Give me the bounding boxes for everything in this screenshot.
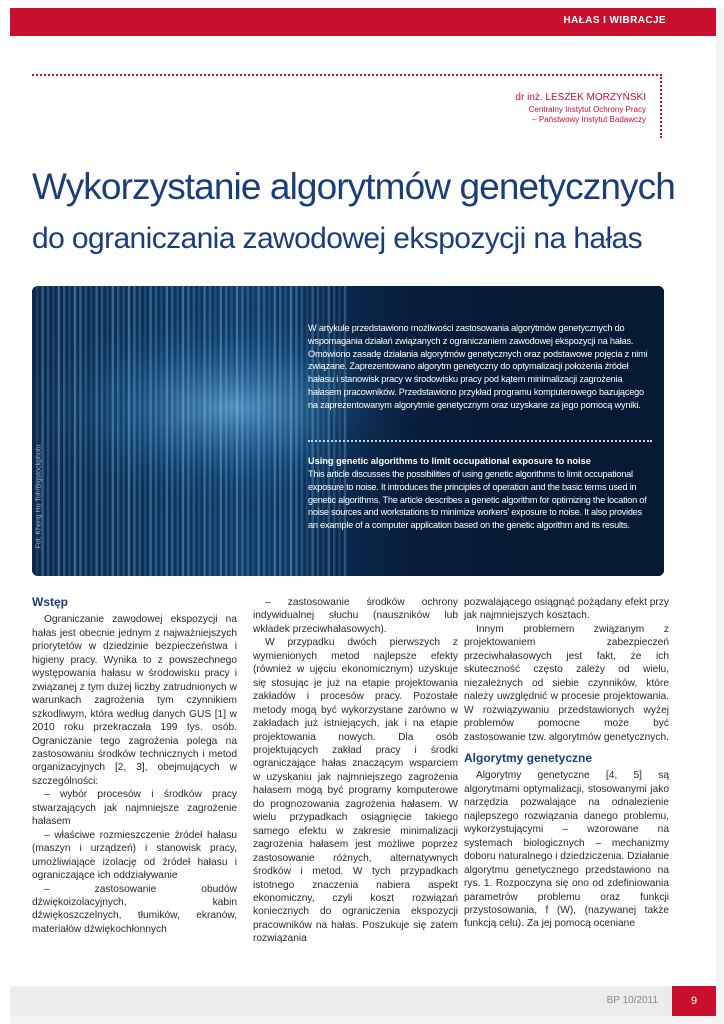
page-shadow-bottom [10,1016,724,1024]
text-column-2 [253,596,458,946]
section-heading-genetic-algorithms: Algorytmy genetyczne [464,750,593,765]
abstract-english: This article discusses the possibilities of using genetic algorithms to limit occupational exposure to noise. It introduces the principles of operation and the basic terms used in genetic algorithms. The article describes a genetic algorithm for optimizing the location of noise sources and workstations to minimize workers' exposure to noise. It also provides an example of a computer application based on the genetic algorithm and its results. [308,469,647,531]
bullet-item: – zastosowanie środków ochrony indywidualnej słuchu (nauszników lub wkładek przeciwhałasowych). [253,597,458,635]
paragraph: pozwalającego osiągnąć pożądany efekt przy jak najmniejszych kosztach. [464,597,670,622]
paragraph: Innym problemem związanym z projektowaniem zabezpieczeń przeciwhałasowych jest fakt, że ich skuteczność często zależy od wielu, niezależnych od siebie czynników, które należy uwzględnić w procesie projektowania. W rozwiązywaniu przedstawionych wyżej problemów pomocne może być zastosowanie tzw. algorytmów genetycznych. [464,623,669,743]
paragraph: W przypadku dwóch pierwszych z wymienionych metod najlepsze efekty (również w ujęciu ekonomicznym) uzyskuje się stosując je już na etapie projektowania zakładów i procesów pracy. Pozostałe metody mogą być wykorzystane zarówno w zakładach już istniejących, jak i na etapie projektowania nowych. Dla osób projektujących zakład pracy i środki ograniczające hałas znaczącym wsparciem w uzyskaniu jak najmniejszego zagrożenia hałasem mogą być programy komputerowe do prognozowania zagrożenia hałasem. W wielu przypadkach osiągnięcie takiego samego efektu w zakresie minimalizacji zagrożenia hałasem jest możliwe poprzez zastosowanie różnych, alternatywnych środków i metod. W tych przypadkach istotnego znaczenia nabiera aspekt ekonomiczny, czyli koszt rozwiązań koniecznych do ograniczenia ekspozycji pracowników na hałas. Poszukuje się zatem rozwiązania [253,637,458,945]
article-title-line-2: do ograniczania zawodowej ekspozycji na hałas [32,222,643,255]
bullet-item: – wybór procesów i środków pracy stwarzających jak najmniejsze zagrożenie hałasem [32,789,237,828]
author-block [515,92,646,125]
abstract-polish: W artykule przedstawiono możliwości zastosowania algorytmów genetycznych do wspomagania działań związanych z ograniczaniem zawodowej ekspozycji na hałas. Omówiono zasadę działania algorytmów genetycznych oraz podstawowe pojęcia z nimi związane. Zaprezentowano algorytm genetyczny do optymalizacji położenia źródeł hałasu i stanowisk pracy w środowisku pracy pod kątem minimalizacji zagrożenia hałasem pracowników. Przedstawiono przykład programu komputerowego bazującego na zaprezentowanym algorytmie genetycznym oraz uzyskane za jego pomocą wyniki. [308,323,648,410]
institution-line-1: Centralny Instytut Ochrony Pracy [528,105,646,114]
dotted-rule-right [660,74,662,138]
abstract-separator [308,440,652,442]
author-institution [515,105,646,125]
photo-credit: Fot. Kheng Ho Toh/Bigstockphoto [35,444,43,549]
bullet-item: – właściwe rozmieszczenie źródeł hałasu (maszyn i urządzeń) i stanowisk pracy, umożliwiające izolację od źródeł hałasu i ograniczające ich oddziaływanie [32,829,237,882]
page-footer [10,986,716,1016]
institution-line-2: – Państwowy Instytut Badawczy [532,115,646,124]
author-name: dr inż. LESZEK MORZYŃSKI [515,92,646,103]
bullet-item: – zastosowanie obudów dźwiękoizolacyjnych, kabin dźwiękoszczelnych, tłumików, ekranów, materiałów dźwiękochłonnych [32,883,237,935]
page-number: 9 [672,986,716,1016]
article-title-line-1: Wykorzystanie algorytmów genetycznych [32,166,675,207]
section-heading-intro: Wstęp [32,595,68,609]
dotted-rule-top [32,74,662,76]
paragraph: Algorytmy genetyczne [4, 5] są algorytmami optymalizacji, stosowanymi jako narzędzia pozwalające na odnalezienie najlepszego rozwiązania danego problemu, wykorzystującymi – wzorowane na systemach biologicznych – mechanizmy doboru naturalnego i dziedziczenia. Działanie algorytmu genetycznego przedstawiono na rys. 1. Rozpoczyna się ono od zdefiniowania parametrów problemu oraz funkcji przystosowania, f (W), (nazywanej także funkcją celu). Za jej pomocą oceniane [464,770,670,930]
text-column-3 [464,596,669,931]
issue-label: BP 10/2011 [606,995,658,1006]
english-title: Using genetic algorithms to limit occupational exposure to noise [308,456,591,466]
paragraph: Ograniczanie zawodowej ekspozycji na hałas jest obecnie jednym z najważniejszych priorytetów w dziedzinie bezpieczeństwa i higieny pracy. Wynika to z powszechnego występowania hałasu w środowisku pracy i związanej z tym dużej liczby zatrudnionych w warunkach zagrożenia tym czynnikiem szkodliwym, która według danych GUS [1] w 2010 roku przekraczała 199 tys. osób. Ograniczanie tego zagrożenia polega na zastosowaniu środków technicznych i metod organizacyjnych [2, 3], obejmujących w szczególności: [32,614,237,787]
section-bar [10,8,716,36]
page-shadow-right [716,8,724,1024]
article-page [10,8,716,1016]
text-column-1 [32,596,237,936]
section-label: HAŁAS I WIBRACJE [563,15,666,26]
hero-abstract-panel [32,286,664,576]
